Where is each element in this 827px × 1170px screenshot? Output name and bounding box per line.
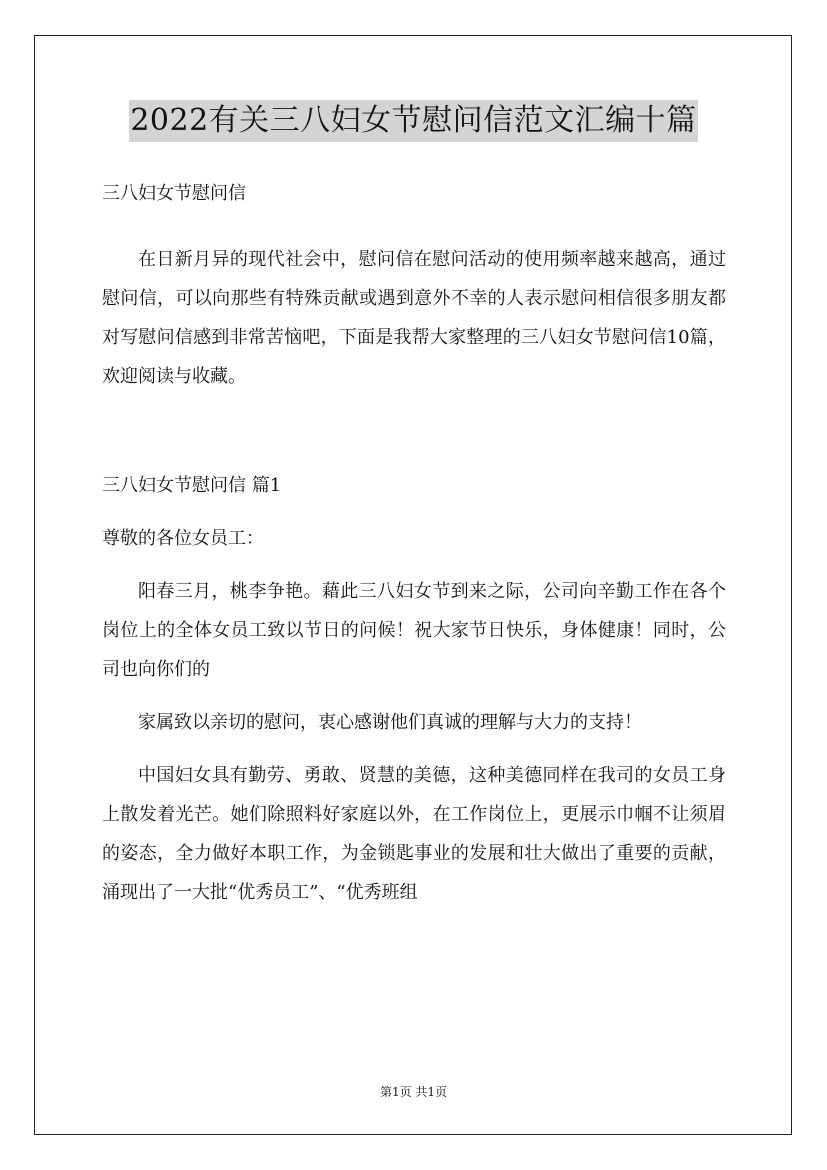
- body-paragraph: 中国妇女具有勤劳、勇敢、贤慧的美德，这种美德同样在我司的女员工身上散发着光芒。她们除照料好家庭以外，在工作岗位上，更展示巾帼不让须眉的姿态，全力做好本职工作，为金锁匙事业的发展和壮大做出了重要的贡献，涌现出了一大批“优秀员工”、“优秀班组: [102, 765, 726, 903]
- page-number: 第1页 共1页: [379, 1085, 448, 1099]
- document-title: 2022有关三八妇女节慰问信范文汇编十篇: [129, 100, 697, 142]
- document-title-wrap: [0, 100, 827, 142]
- intro-paragraph: 在日新月异的现代社会中，慰问信在慰问活动的使用频率越来越高，通过慰问信，可以向那些有特殊贡献或遇到意外不幸的人表示慰问相信很多朋友都对写慰问信感到非常苦恼吧，下面是我帮大家整理的三八妇女节慰问信10篇，欢迎阅读与收藏。: [102, 249, 726, 387]
- letter-heading: 三八妇女节慰问信 篇1: [102, 475, 282, 496]
- section-heading: 三八妇女节慰问信: [102, 183, 246, 204]
- body-paragraph: 家属致以亲切的慰问，衷心感谢他们真诚的理解与大力的支持！: [138, 712, 642, 733]
- salutation: 尊敬的各位女员工：: [102, 528, 264, 549]
- body-paragraph: 阳春三月，桃李争艳。藉此三八妇女节到来之际，公司向辛勤工作在各个岗位上的全体女员工致以节日的问候！祝大家节日快乐，身体健康！同时，公司也向你们的: [102, 581, 726, 680]
- document-body: [102, 174, 726, 912]
